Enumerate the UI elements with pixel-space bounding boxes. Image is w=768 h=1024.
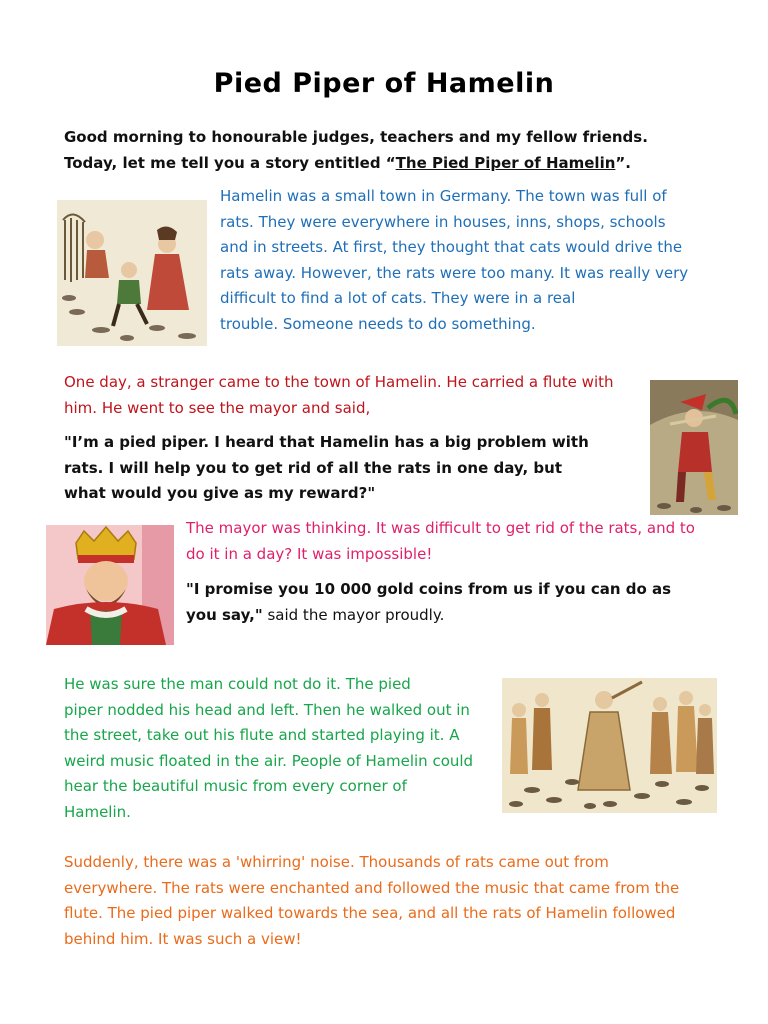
para5-line: Suddenly, there was a 'whirring' noise. Thousands of rats came out from: [64, 853, 609, 871]
mayor-illustration: [46, 525, 174, 645]
piper-quote: [64, 430, 589, 507]
quote2-line-2: [186, 603, 671, 629]
para4-line: the street, take out his flute and started playing it. A: [64, 726, 460, 745]
story-title-underlined: The Pied Piper of Hamelin: [395, 154, 616, 172]
para4-line: He was sure the man could not do it. The pied: [64, 675, 411, 693]
para5-line: flute. The pied piper walked towards the sea, and all the rats of Hamelin followed: [64, 904, 676, 923]
para1-line: rats. They were everywhere in houses, inns, shops, schools: [220, 212, 666, 231]
paragraph-piper-plays: [64, 672, 473, 826]
intro-line-2-end: ”.: [615, 154, 631, 172]
intro-paragraph: [64, 124, 724, 176]
para2-line: him. He went to see the mayor and said,: [64, 398, 371, 417]
quote1-line: rats. I will help you to get rid of all the rats in one day, but: [64, 458, 562, 477]
children-and-rats-illustration: [57, 200, 207, 346]
quote1-line: what would you give as my reward?": [64, 484, 376, 503]
para3-line: do it in a day? It was impossible!: [186, 544, 433, 563]
intro-line-1: Good morning to honourable judges, teachers and my fellow friends.: [64, 128, 648, 146]
para1-line: Hamelin was a small town in Germany. The town was full of: [220, 187, 667, 205]
para4-line: weird music floated in the air. People of Hamelin could: [64, 751, 474, 770]
para1-line: rats away. However, the rats were too many. It was really very: [220, 263, 689, 282]
para1-line: and in streets. At first, they thought that cats would drive the: [220, 238, 683, 257]
para2-line: One day, a stranger came to the town of Hamelin. He carried a flute with: [64, 373, 614, 391]
quote2-line-1: "I promise you 10 000 gold coins from us if you can do as: [186, 580, 672, 598]
townspeople-and-rats-illustration: [502, 678, 717, 813]
para4-line: Hamelin.: [64, 802, 131, 821]
para4-line: piper nodded his head and left. Then he walked out in: [64, 700, 470, 719]
para1-line: trouble. Someone needs to do something.: [220, 314, 536, 333]
paragraph-mayor-thinking: [186, 516, 695, 567]
mayor-quote: [186, 577, 671, 628]
intro-line-2: [64, 150, 724, 176]
para4-line: hear the beautiful music from every corner of: [64, 777, 407, 796]
para5-line: behind him. It was such a view!: [64, 929, 302, 948]
pied-piper-illustration: [650, 380, 738, 515]
paragraph-hamelin-rats: [220, 184, 688, 338]
quote2-rest: said the mayor proudly.: [262, 605, 445, 624]
quote2-bold-part: you say,": [186, 605, 263, 624]
quote1-line: "I’m a pied piper. I heard that Hamelin has a big problem with: [64, 433, 589, 451]
para1-line: difficult to find a lot of cats. They were in a real: [220, 289, 576, 308]
paragraph-rats-follow: [64, 850, 679, 952]
paragraph-stranger-arrives: [64, 370, 614, 421]
para3-line: The mayor was thinking. It was difficult to get rid of the rats, and to: [186, 519, 695, 537]
intro-line-2-start: Today, let me tell you a story entitled “: [64, 154, 396, 172]
page-title: Pied Piper of Hamelin: [213, 68, 555, 99]
para5-line: everywhere. The rats were enchanted and followed the music that came from the: [64, 878, 680, 897]
